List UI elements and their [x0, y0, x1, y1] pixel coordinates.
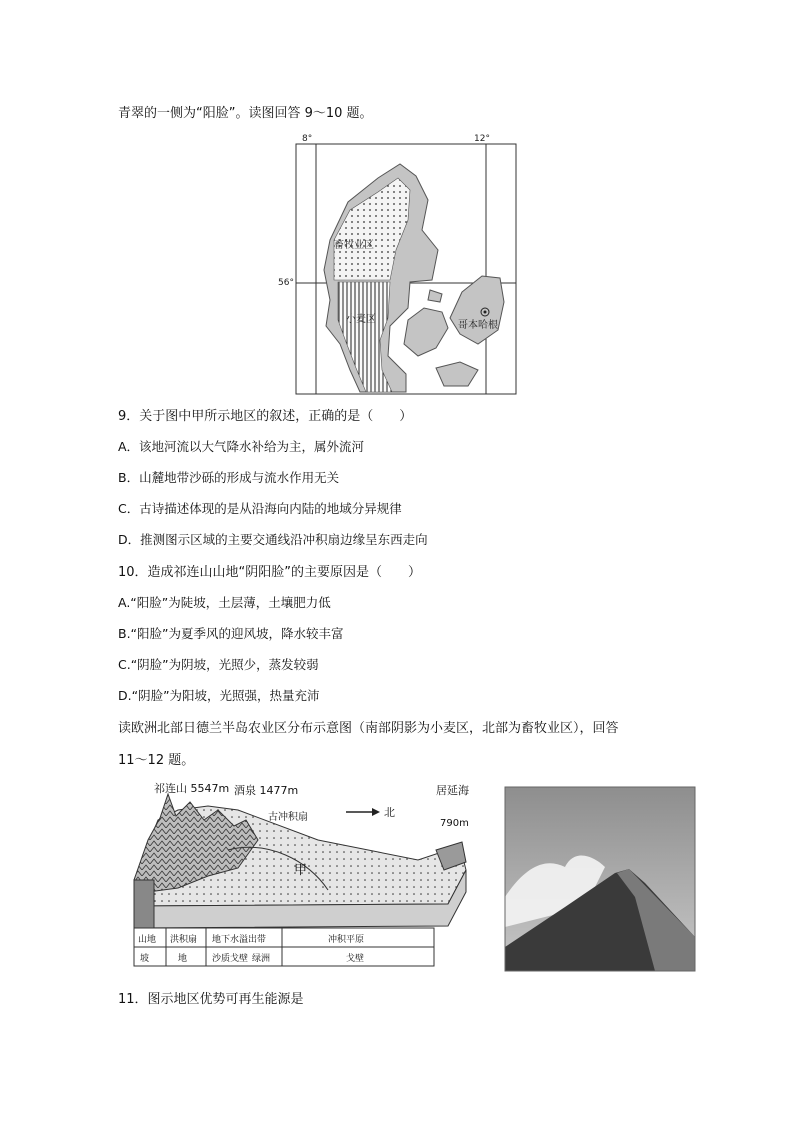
jia-label: 甲 — [294, 863, 308, 878]
city-elev-label: 酒泉 1477m — [234, 784, 299, 797]
q9-option-a: A．该地河流以大气降水补给为主，属外流河 — [118, 439, 365, 454]
lat-56-label: 56° — [278, 278, 294, 288]
wheat-label: 小麦区 — [346, 314, 376, 325]
legend-r1-c4: 冲积平原 — [328, 935, 365, 945]
intro-line: 青翠的一侧为“阳脸”。读图回答 9～10 题。 — [118, 106, 373, 121]
fan-label: 古冲积扇 — [268, 812, 308, 823]
q10-option-c: C.“阴脸”为阴坡，光照少，蒸发较弱 — [118, 657, 319, 672]
legend-r2-c4: 绿洲 — [252, 954, 271, 964]
legend-r2-c5: 戈壁 — [346, 954, 365, 964]
block-diagram — [118, 780, 478, 972]
legend-r1-c2: 洪积扇 — [170, 935, 198, 945]
city-label: 哥本哈根 — [458, 320, 498, 331]
mountain-photo — [505, 787, 695, 971]
peak-label: 祁连山 5547m — [154, 782, 230, 795]
legend-r2-c1: 坡 — [140, 954, 150, 964]
lake-elev-label: 790m — [440, 818, 469, 829]
legend-r1-c1: 山地 — [138, 935, 157, 945]
q10-stem: 10．造成祁连山山地“阴阳脸”的主要原因是（ ） — [118, 565, 422, 580]
q9-option-d: D．推测图示区域的主要交通线沿冲积扇边缘呈东西走向 — [118, 532, 428, 547]
city-marker-dot-icon — [484, 311, 487, 314]
legend-r2-c3: 沙质戈壁 — [212, 954, 249, 964]
mountain-photo-svg — [505, 787, 695, 971]
q10-option-d: D.“阴脸”为阳坡，光照强，热量充沛 — [118, 688, 320, 703]
q9-stem: 9．关于图中甲所示地区的叙述，正确的是（ ） — [118, 409, 413, 424]
jutland-map-svg — [278, 130, 522, 398]
legend-r1-c3: 地下水溢出带 — [212, 935, 267, 945]
read-para-line1: 读欧洲北部日德兰半岛农业区分布示意图（南部阴影为小麦区，北部为畜牧业区），回答 — [118, 721, 619, 736]
legend-r2-c2: 地 — [178, 954, 188, 964]
q9-option-b: B．山麓地带沙砾的形成与流水作用无关 — [118, 470, 340, 485]
q10-option-b: B.“阳脸”为夏季风的迎风坡，降水较丰富 — [118, 626, 344, 641]
pasture-label: 畜牧业区 — [334, 240, 374, 251]
north-label: 北 — [384, 806, 395, 819]
lon-12-label: 12° — [474, 134, 490, 144]
q11-stem: 11．图示地区优势可再生能源是 — [118, 992, 304, 1007]
q9-option-c: C．古诗描述体现的是从沿海向内陆的地域分异规律 — [118, 501, 402, 516]
read-para-line2: 11～12 题。 — [118, 753, 195, 768]
lon-8-label: 8° — [302, 134, 313, 144]
q10-option-a: A.“阳脸”为陡坡，土层薄，土壤肥力低 — [118, 595, 331, 610]
diagram-side-face — [134, 880, 154, 928]
jutland-map — [278, 130, 522, 398]
block-diagram-svg — [118, 780, 478, 972]
north-arrowhead-icon — [372, 808, 380, 816]
lake-label: 居延海 — [436, 784, 469, 797]
